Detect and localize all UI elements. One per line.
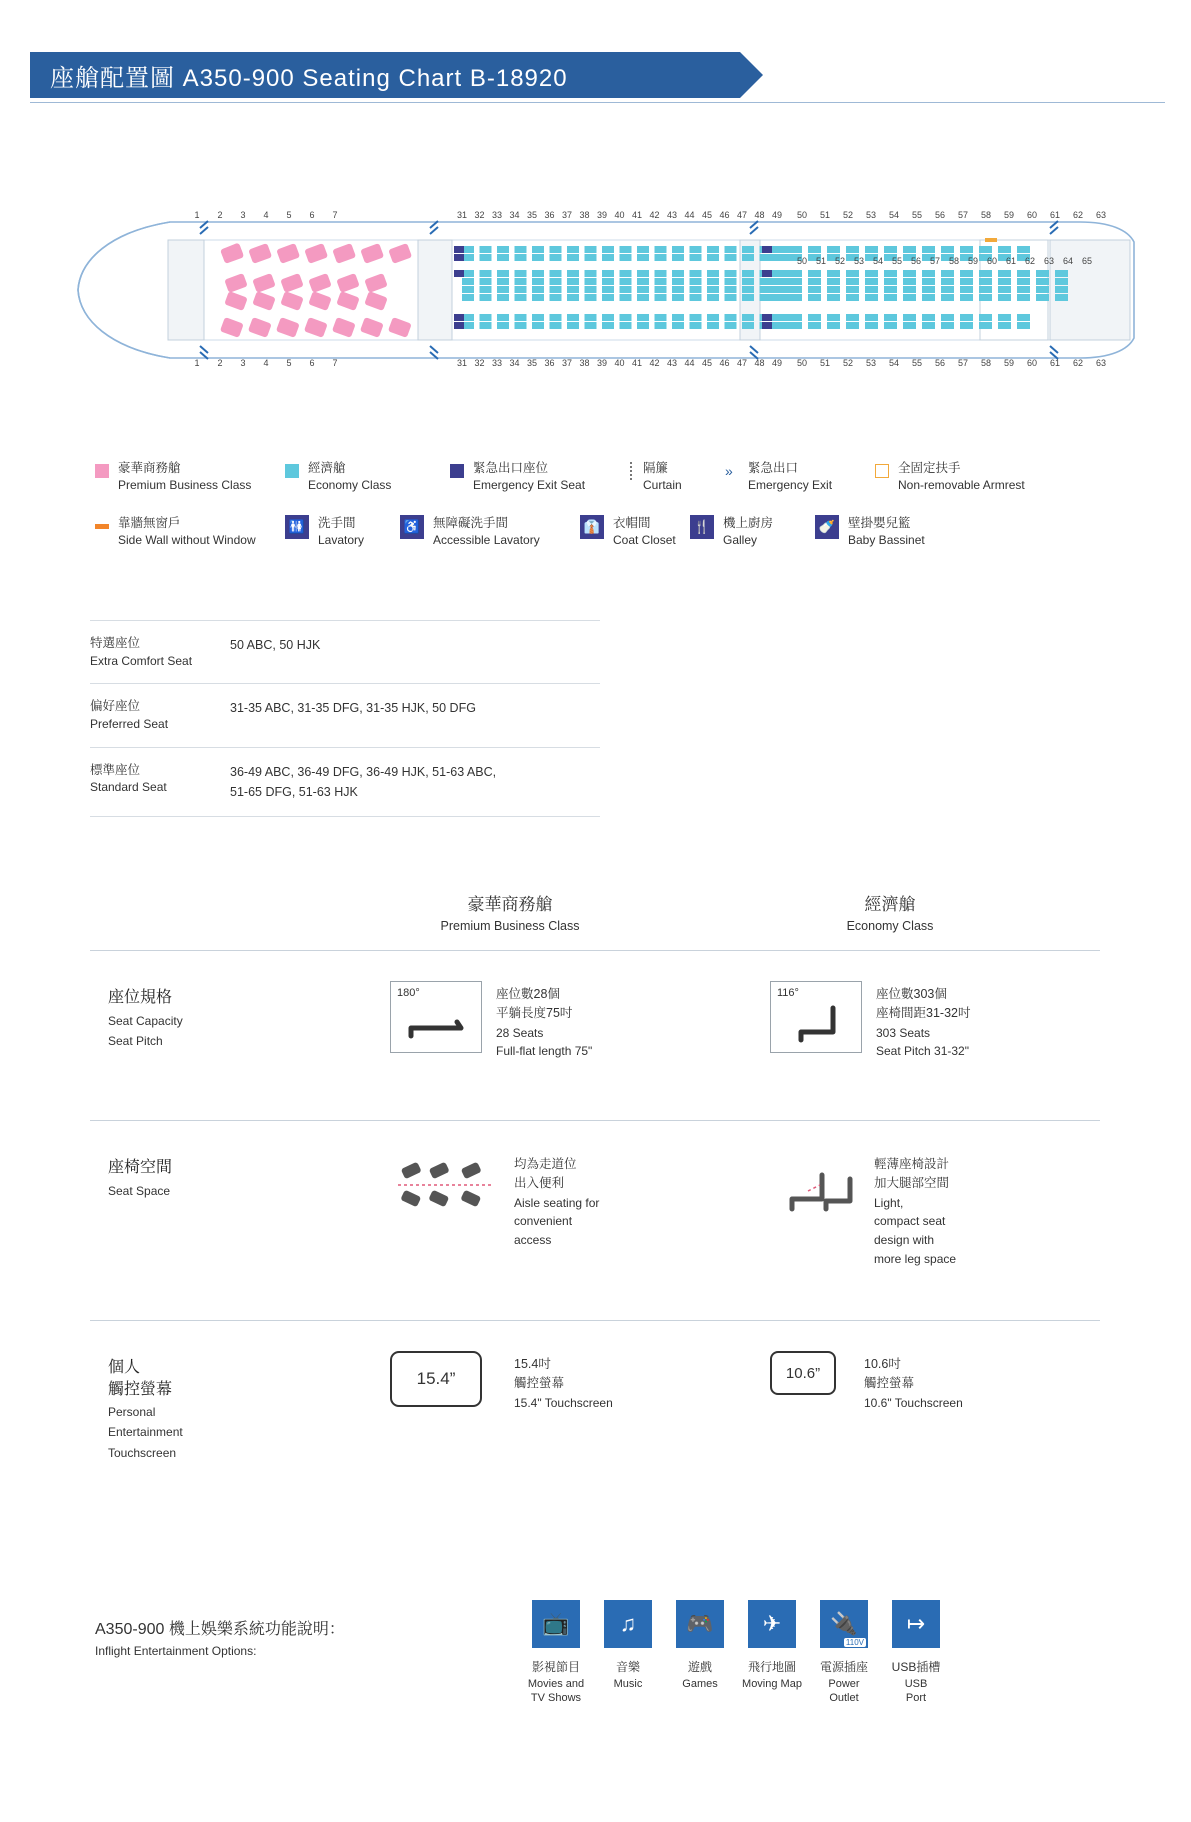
legend-label-en: Lavatory [318, 532, 365, 547]
comparison-text-en: 303 Seats [876, 1025, 931, 1040]
comparison-cell-premium [390, 1151, 599, 1250]
row-number: 38 [579, 358, 590, 368]
comparison-text-en: compact seat [874, 1214, 946, 1229]
comparison-text-en: Light, [874, 1195, 904, 1210]
row-number: 3 [240, 358, 246, 368]
seat-category-label [90, 635, 230, 669]
seat-category-zh: 偏好座位 [90, 699, 141, 714]
comparison-text-en: 15.4" Touchscreen [514, 1395, 613, 1410]
legend-label-en: Non-removable Armrest [898, 477, 1025, 492]
music-note-icon: ♫ [604, 1600, 652, 1648]
row-number: 33 [491, 210, 502, 220]
ife-item [736, 1600, 808, 1706]
row-number: 42 [649, 358, 660, 368]
legend-item [875, 460, 1075, 493]
ife-label-zh: 飛行地圖 [747, 1660, 796, 1674]
row-number: 35 [526, 210, 537, 220]
row-number: 38 [579, 210, 590, 220]
row-number: 57 [957, 358, 968, 368]
comparison-cell-text [514, 1151, 599, 1250]
premium-class-zh: 豪華商務艙 [467, 895, 553, 914]
comparison-text-en: access [514, 1232, 552, 1247]
row-number: 7 [332, 358, 338, 368]
comparison-row-label-zh: 座椅空間 [108, 1159, 173, 1176]
comparison-row [90, 1320, 1100, 1530]
comparison-cell-text [496, 981, 592, 1061]
row-number: 49 [771, 358, 782, 368]
ife-label-en: Games [682, 1678, 718, 1690]
comparison-row-label-zh: 個人 [108, 1359, 141, 1376]
page-header [0, 52, 1191, 104]
legend-label-zh: 機上廚房 [723, 516, 774, 531]
comparison-header-economy [770, 890, 1010, 933]
moving-map-icon: ✈ [748, 1600, 796, 1648]
row-number: 48 [754, 210, 765, 220]
row-number: 51 [815, 256, 826, 266]
comparison-row-label-en: Seat Pitch [108, 1033, 163, 1048]
comparison-text-zh: 平躺長度75吋 [496, 1006, 573, 1021]
comparison-row-label [108, 1357, 183, 1461]
row-number: 39 [596, 210, 607, 220]
legend-label-en: Accessible Lavatory [433, 532, 540, 547]
comparison-text-zh: 均為走道位 [514, 1157, 577, 1171]
coat-closet-icon: 👔 [580, 515, 604, 539]
row-number: 3 [240, 210, 246, 220]
comparison-headers [90, 890, 1100, 950]
ife-title [95, 1618, 345, 1660]
legend-item [630, 460, 725, 493]
economy-swatch [285, 464, 299, 478]
ife-item [592, 1600, 664, 1706]
row-number: 58 [980, 358, 991, 368]
economy-seat-recline-icon: 116° [770, 981, 862, 1053]
power-voltage-badge: 110V [845, 1638, 864, 1647]
seat-category-value: 31-35 ABC, 31-35 DFG, 31-35 HJK, 50 DFG [230, 701, 476, 716]
seat-category-table [90, 620, 600, 817]
comparison-text-en: convenient [514, 1214, 573, 1229]
comparison-text-zh: 15.4吋 [514, 1357, 551, 1371]
row-number: 62 [1024, 256, 1035, 266]
legend-item [450, 460, 630, 493]
row-number: 59 [1003, 358, 1014, 368]
row-number: 60 [1026, 210, 1037, 220]
emergency-exit-seat-swatch [450, 464, 464, 478]
row-number: 60 [1026, 358, 1037, 368]
galley-icon: 🍴 [690, 515, 714, 539]
row-number: 50 [796, 210, 807, 220]
premium-seat-recline-icon: 180° [390, 981, 482, 1053]
row-number: 62 [1072, 358, 1083, 368]
header-banner [30, 52, 740, 98]
comparison-text-en: Aisle seating for [514, 1195, 600, 1210]
legend-item [690, 515, 815, 548]
comparison-text-en: more leg space [874, 1251, 957, 1266]
seat-category-row [90, 747, 600, 817]
legend-label-zh: 無障礙洗手間 [433, 516, 509, 531]
legend-label-en: Economy Class [308, 477, 392, 492]
row-number: 63 [1043, 256, 1054, 266]
row-number: 33 [491, 358, 502, 368]
comparison-text-zh: 座椅間距31-32吋 [876, 1006, 971, 1021]
legend-label-zh: 衣帽間 [613, 516, 651, 531]
row-number: 4 [263, 358, 269, 368]
legend-item [580, 515, 690, 548]
comparison-cell-text [514, 1351, 613, 1412]
row-number: 37 [561, 358, 572, 368]
ife-item [808, 1600, 880, 1706]
row-number: 55 [891, 256, 902, 266]
power-outlet-icon: 🔌 110V [820, 1600, 868, 1648]
comparison-row-label-en: Personal [108, 1405, 156, 1420]
row-number: 39 [596, 358, 607, 368]
legend-label-en: Baby Bassinet [848, 532, 925, 547]
legend-label-en: Curtain [643, 477, 682, 492]
row-number: 55 [911, 210, 922, 220]
row-number: 43 [666, 210, 677, 220]
class-comparison [90, 890, 1100, 1530]
comparison-text-zh: 觸控螢幕 [864, 1376, 915, 1391]
row-number: 51 [819, 210, 830, 220]
row-number: 40 [614, 358, 625, 368]
comparison-text-zh: 座位數28個 [496, 987, 560, 1001]
curtain-icon [630, 462, 634, 480]
row-number: 51 [819, 358, 830, 368]
ife-label-en: Movies and TV Shows [527, 1678, 585, 1705]
row-number: 56 [910, 256, 921, 266]
comparison-text-zh: 座位數303個 [876, 987, 947, 1001]
legend-label-zh: 靠牆無窗戶 [118, 516, 181, 531]
ife-item [664, 1600, 736, 1706]
ife-label-zh: 電源插座 [819, 1660, 868, 1674]
row-number: 2 [217, 210, 223, 220]
legend-item [815, 515, 995, 548]
seat-category-row [90, 620, 600, 683]
legend-label-zh: 全固定扶手 [898, 461, 961, 475]
row-number: 4 [263, 210, 269, 220]
row-number: 36 [544, 210, 555, 220]
emergency-exit-icon: » [725, 463, 733, 479]
ife-label-zh: 遊戲 [687, 1660, 712, 1674]
row-number: 46 [719, 210, 730, 220]
row-number: 2 [217, 358, 223, 368]
comparison-row-label-en: Touchscreen [108, 1445, 177, 1460]
ife-label-en: Music [613, 1678, 643, 1690]
row-number: 58 [948, 256, 959, 266]
row-number: 37 [561, 210, 572, 220]
comparison-header-premium [390, 890, 630, 933]
seat-category-row [90, 683, 600, 746]
legend-label-en: Emergency Exit [748, 477, 833, 492]
legend-label-en: Emergency Exit Seat [473, 477, 586, 492]
row-number: 1 [194, 358, 200, 368]
comparison-cell-economy [770, 1151, 956, 1268]
row-number: 50 [796, 358, 807, 368]
row-number: 34 [509, 358, 520, 368]
row-number: 44 [684, 210, 695, 220]
ife-label-en: USB Port [904, 1678, 928, 1705]
row-number: 60 [986, 256, 997, 266]
row-number: 49 [771, 210, 782, 220]
row-number: 47 [736, 358, 747, 368]
comparison-text-zh: 出入便利 [514, 1176, 565, 1191]
row-number: 6 [309, 358, 315, 368]
legend-label-zh: 緊急出口 [748, 461, 799, 475]
aircraft-seatmap [50, 210, 1150, 370]
baby-bassinet-icon: 🍼 [815, 515, 839, 539]
comparison-row-label-en: Entertainment [108, 1425, 183, 1440]
comparison-text-en: 28 Seats [496, 1025, 544, 1040]
comparison-cell-economy [770, 1351, 963, 1423]
row-number: 63 [1095, 210, 1106, 220]
legend-label-zh: 壁掛嬰兒籃 [848, 516, 911, 531]
row-number: 45 [701, 358, 712, 368]
comparison-cell-premium [390, 1351, 613, 1423]
legend-item [285, 460, 450, 493]
legend-item [95, 460, 285, 493]
seatmap-svg [50, 210, 1150, 370]
row-number: 57 [957, 210, 968, 220]
comparison-cell-text [876, 981, 970, 1061]
row-number: 50 [796, 256, 807, 266]
row-number: 32 [474, 358, 485, 368]
row-number: 52 [834, 256, 845, 266]
comparison-text-zh: 觸控螢幕 [514, 1376, 565, 1391]
legend-label-zh: 緊急出口座位 [473, 461, 549, 475]
legend [95, 460, 1095, 570]
row-number: 57 [929, 256, 940, 266]
row-number: 54 [888, 358, 899, 368]
economy-touchscreen-icon: 10.6” [770, 1351, 850, 1423]
legend-row-1 [95, 460, 1095, 493]
comparison-row-label [108, 987, 183, 1049]
legend-row-2 [95, 515, 1095, 548]
comparison-text-en: 10.6" Touchscreen [864, 1395, 963, 1410]
non-removable-armrest-swatch [875, 464, 889, 478]
comparison-cell-text [874, 1151, 956, 1268]
row-number: 59 [1003, 210, 1014, 220]
usb-port-icon: ↦ [892, 1600, 940, 1648]
premium-seat-space-icon [390, 1151, 500, 1223]
legend-label-en: Galley [723, 532, 758, 547]
premium-touchscreen-icon: 15.4” [390, 1351, 500, 1423]
comparison-text-en: Seat Pitch 31-32" [876, 1044, 969, 1059]
row-number: 59 [967, 256, 978, 266]
row-number: 52 [842, 210, 853, 220]
lavatory-icon: 🚻 [285, 515, 309, 539]
comparison-rows [90, 950, 1100, 1530]
row-number: 32 [474, 210, 485, 220]
seat-category-value: 50 ABC, 50 HJK [230, 638, 321, 652]
seat-category-zh: 標準座位 [90, 762, 141, 777]
row-number: 58 [980, 210, 991, 220]
comparison-row-label-en: Seat Space [108, 1183, 171, 1198]
row-number: 46 [719, 358, 730, 368]
seat-category-label [90, 698, 230, 732]
accessible-lavatory-icon: ♿ [400, 515, 424, 539]
row-number: 44 [684, 358, 695, 368]
legend-label-en: Premium Business Class [118, 477, 252, 492]
comparison-text-en: Full-flat length 75" [496, 1044, 593, 1059]
comparison-text-zh: 加大腿部空間 [874, 1176, 950, 1191]
row-number: 61 [1005, 256, 1016, 266]
row-number: 61 [1049, 210, 1060, 220]
comparison-row [90, 1120, 1100, 1320]
economy-class-en: Economy Class [846, 919, 934, 933]
row-number: 43 [666, 358, 677, 368]
legend-label-en: Side Wall without Window [118, 532, 256, 547]
row-number: 55 [911, 358, 922, 368]
ife-title-zh: A350-900 機上娛樂系統功能說明： [95, 1621, 345, 1638]
header-divider [30, 102, 1165, 103]
row-number: 64 [1062, 256, 1073, 266]
ife-item [880, 1600, 952, 1706]
row-number: 65 [1081, 256, 1092, 266]
comparison-text-en: design with [874, 1232, 935, 1247]
row-number: 53 [865, 210, 876, 220]
row-number: 56 [934, 358, 945, 368]
seat-category-en: Standard Seat [90, 780, 167, 795]
row-number: 35 [526, 358, 537, 368]
row-number: 52 [842, 358, 853, 368]
row-number: 47 [736, 210, 747, 220]
ife-item-list [520, 1600, 952, 1706]
row-number: 7 [332, 210, 338, 220]
ife-item [520, 1600, 592, 1706]
row-number: 63 [1095, 358, 1106, 368]
row-number: 61 [1049, 358, 1060, 368]
row-number: 5 [286, 358, 292, 368]
comparison-cell-economy [770, 981, 970, 1061]
comparison-row-label-en: Seat Capacity [108, 1013, 183, 1028]
page-title: 座艙配置圖 A350-900 Seating Chart B-18920 [50, 64, 568, 92]
seat-category-value: 36-49 ABC, 36-49 DFG, 36-49 HJK, 51-63 ABC, 51-65 DFG, 51-63 HJK [230, 764, 497, 799]
premium-class-en: Premium Business Class [440, 919, 580, 933]
ife-label-en: Moving Map [742, 1678, 802, 1690]
comparison-row-label-zh: 座位規格 [108, 989, 173, 1006]
seat-category-en: Extra Comfort Seat [90, 653, 193, 668]
economy-class-zh: 經濟艙 [864, 895, 916, 914]
legend-label-zh: 經濟艙 [308, 461, 346, 475]
row-number: 1 [194, 210, 200, 220]
row-number: 45 [701, 210, 712, 220]
seat-category-label [90, 762, 230, 802]
row-number: 54 [888, 210, 899, 220]
comparison-row-label-zh: 觸控螢幕 [108, 1380, 173, 1398]
seat-category-en: Preferred Seat [90, 716, 169, 731]
ife-label-zh: 音樂 [615, 1660, 640, 1674]
row-number: 62 [1072, 210, 1083, 220]
row-number: 6 [309, 210, 315, 220]
row-number: 31 [456, 358, 467, 368]
row-number: 53 [853, 256, 864, 266]
gamepad-icon: 🎮 [676, 1600, 724, 1648]
legend-item [400, 515, 580, 548]
legend-item [95, 515, 285, 548]
legend-label-zh: 洗手間 [318, 516, 356, 531]
ife-title-en: Inflight Entertainment Options: [95, 1644, 257, 1658]
comparison-cell-premium [390, 981, 592, 1061]
premium-business-swatch [95, 464, 109, 478]
row-number: 5 [286, 210, 292, 220]
ife-label-zh: 影視節目 [531, 1660, 580, 1674]
row-number: 34 [509, 210, 520, 220]
comparison-text-zh: 輕薄座椅設計 [874, 1157, 950, 1171]
row-number: 41 [631, 358, 642, 368]
row-number: 56 [934, 210, 945, 220]
legend-item [285, 515, 400, 548]
legend-label-zh: 隔簾 [643, 461, 669, 475]
row-number: 36 [544, 358, 555, 368]
legend-label-en: Coat Closet [613, 532, 676, 547]
row-number: 53 [865, 358, 876, 368]
comparison-cell-text [864, 1351, 963, 1412]
row-number: 31 [456, 210, 467, 220]
economy-seat-space-icon [770, 1151, 860, 1223]
comparison-text-zh: 10.6吋 [864, 1357, 901, 1371]
row-number: 48 [754, 358, 765, 368]
legend-item [725, 460, 875, 493]
comparison-row-label [108, 1157, 172, 1199]
ife-label-en: Power Outlet [828, 1678, 860, 1705]
row-number: 54 [872, 256, 883, 266]
ife-label-zh: USB插槽 [891, 1660, 941, 1674]
row-number: 41 [631, 210, 642, 220]
seat-category-zh: 特選座位 [90, 636, 141, 650]
row-number: 40 [614, 210, 625, 220]
comparison-row [90, 950, 1100, 1120]
legend-label-zh: 豪華商務艙 [118, 461, 181, 475]
side-wall-no-window-icon [95, 524, 109, 529]
tv-icon: 📺 [532, 1600, 580, 1648]
row-number: 42 [649, 210, 660, 220]
